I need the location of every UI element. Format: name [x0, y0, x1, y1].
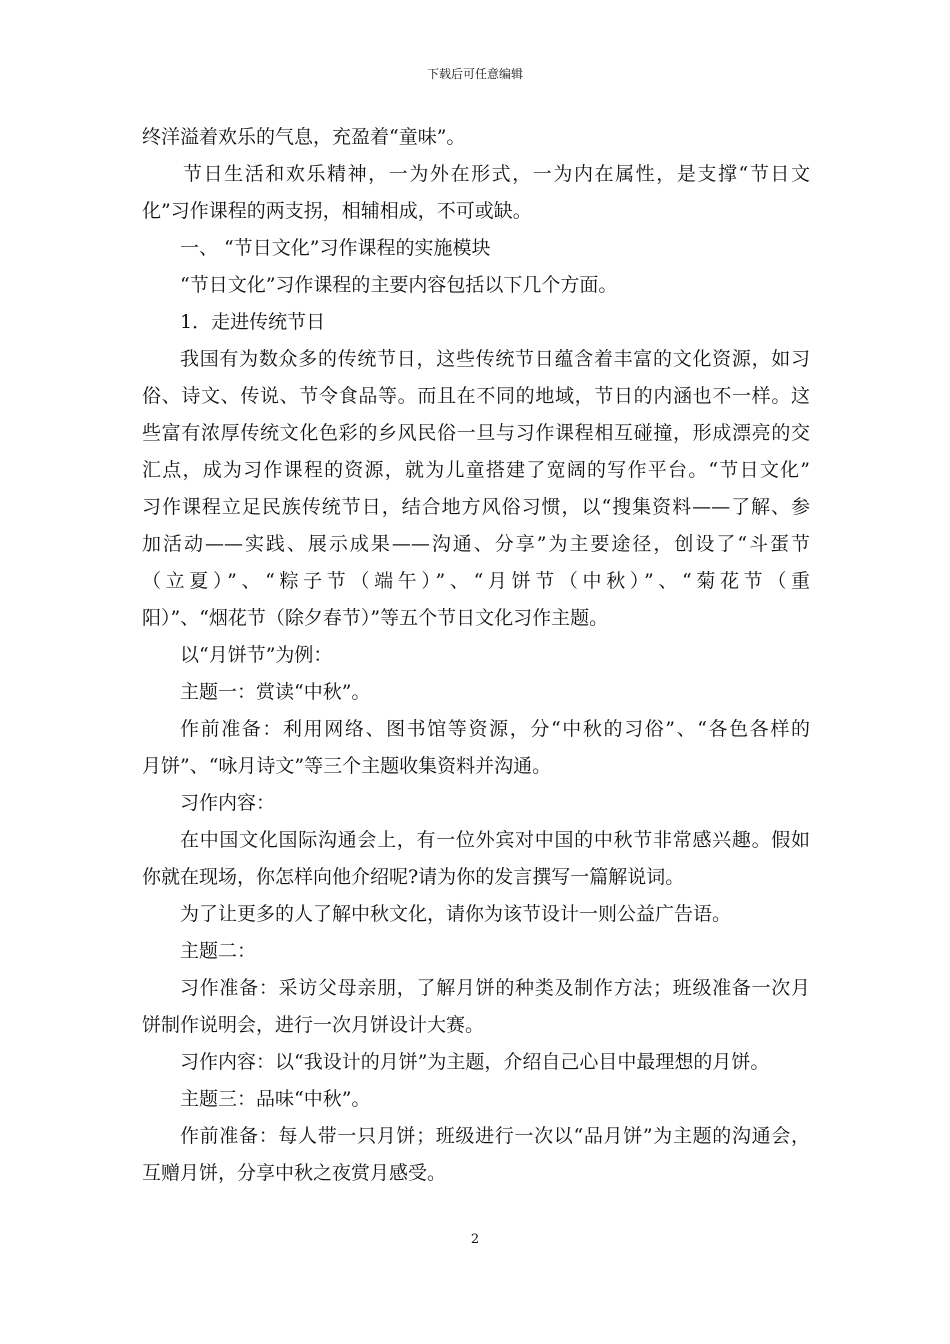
text-line: 以“月饼节”为例：: [180, 644, 333, 666]
text-line: 一、 “节日文化”习作课程的实施模块: [180, 237, 491, 259]
text-line: 节日生活和欢乐精神，一为外在形式，一为内在属性，是支撑“节日文: [183, 163, 810, 185]
text-line: 月饼”、“咏月诗文”等三个主题收集资料并沟通。: [142, 755, 552, 777]
text-line: 1．走进传统节日: [180, 311, 326, 333]
text-line: 俗、诗文、传说、节令食品等。而且在不同的地域，节日的内涵也不一样。这: [142, 385, 810, 407]
document-body: [142, 119, 810, 1192]
text-line: 主题一：赏读“中秋”。: [180, 681, 371, 703]
text-line: 些富有浓厚传统文化色彩的乡风民俗一旦与习作课程相互碰撞，形成漂亮的交: [142, 422, 810, 444]
text-line: （立夏）”、“粽子节（端午）”、“月饼节（中秋）”、“菊花节（重: [142, 570, 810, 592]
page-number: 2: [470, 1232, 480, 1247]
page-header: 下载后可任意编辑: [426, 67, 523, 81]
text-line: 在中国文化国际沟通会上，有一位外宾对中国的中秋节非常感兴趣。假如: [180, 829, 810, 851]
text-line: 互赠月饼，分享中秋之夜赏月感受。: [142, 1162, 447, 1184]
text-line: 习作内容：: [180, 792, 276, 814]
text-line: 汇点，成为习作课程的资源，就为儿童搭建了宽阔的写作平台。“节日文化”: [142, 459, 810, 481]
text-line: “节日文化”习作课程的主要内容包括以下几个方面。: [180, 274, 618, 296]
text-line: 加活动——实践、展示成果——沟通、分享”为主要途径，创设了“斗蛋节: [142, 533, 810, 555]
text-line: 终洋溢着欢乐的气息，充盈着“童味”。: [142, 126, 466, 148]
text-line: 习作准备：采访父母亲朋，了解月饼的种类及制作方法；班级准备一次月: [180, 977, 810, 999]
text-line: 阳）”、“烟花节（除夕春节）”等五个节日文化习作主题。: [142, 607, 609, 629]
text-line: 为了让更多的人了解中秋文化，请你为该节设计一则公益广告语。: [180, 903, 732, 925]
text-line: 习作内容：以“我设计的月饼”为主题，介绍自己心目中最理想的月饼。: [180, 1051, 770, 1073]
text-line: 主题三：品味“中秋”。: [180, 1088, 371, 1110]
text-line: 化”习作课程的两支拐，相辅相成，不可或缺。: [142, 200, 532, 222]
text-line: 习作课程立足民族传统节日，结合地方风俗习惯，以“搜集资料——了解、参: [142, 496, 810, 518]
text-line: 我国有为数众多的传统节日，这些传统节日蕴含着丰富的文化资源，如习: [180, 348, 810, 370]
text-line: 作前准备：每人带一只月饼；班级进行一次以“品月饼”为主题的沟通会，: [180, 1125, 810, 1147]
text-line: 作前准备：利用网络、图书馆等资源，分“中秋的习俗”、“各色各样的: [180, 718, 810, 740]
text-line: 饼制作说明会，进行一次月饼设计大赛。: [142, 1014, 485, 1036]
text-line: 主题二：: [180, 940, 257, 962]
text-line: 你就在现场，你怎样向他介绍呢?请为你的发言撰写一篇解说词。: [142, 866, 685, 888]
